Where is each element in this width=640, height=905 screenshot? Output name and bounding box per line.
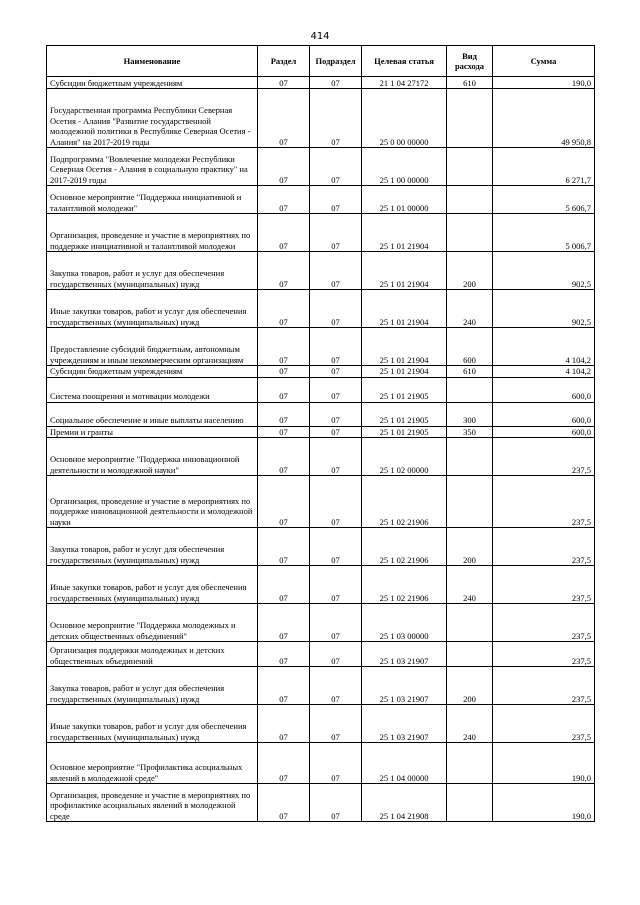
- cell-target-article: 25 1 04 21908: [362, 784, 447, 822]
- cell-target-article: 25 1 02 00000: [362, 438, 447, 476]
- cell-amount: 4 104,2: [493, 366, 595, 378]
- cell-section: 07: [258, 743, 310, 784]
- cell-subsection: 07: [310, 77, 362, 89]
- cell-name: Организация поддержки молодежных и детских общественных объединений: [47, 642, 258, 667]
- cell-expense-type: 300: [447, 402, 493, 426]
- page-number: 414: [310, 31, 330, 42]
- cell-section: 07: [258, 377, 310, 402]
- cell-name: Социальное обеспечение и иные выплаты населению: [47, 402, 258, 426]
- cell-amount: 237,5: [493, 438, 595, 476]
- header-target-article: Целевая статья: [362, 46, 447, 77]
- cell-section: 07: [258, 784, 310, 822]
- cell-expense-type: [447, 438, 493, 476]
- cell-amount: 4 104,2: [493, 328, 595, 366]
- header-amount: Сумма: [493, 46, 595, 77]
- cell-name: Основное мероприятие "Поддержка инновационной деятельности и молодежной науки": [47, 438, 258, 476]
- cell-section: 07: [258, 214, 310, 252]
- cell-target-article: 21 1 04 27172: [362, 77, 447, 89]
- cell-name: Основное мероприятие "Профилактика асоциальных явлений в молодежной среде": [47, 743, 258, 784]
- header-section: Раздел: [258, 46, 310, 77]
- table-row: [47, 426, 595, 438]
- cell-expense-type: [447, 642, 493, 667]
- cell-name: Иные закупки товаров, работ и услуг для обеспечения государственных (муниципальных) нужд: [47, 705, 258, 743]
- cell-subsection: 07: [310, 438, 362, 476]
- table-row: [47, 148, 595, 186]
- cell-name: Предоставление субсидий бюджетным, автономным учреждениям и иным некоммерческим организациям: [47, 328, 258, 366]
- table-row: [47, 366, 595, 378]
- table-row: [47, 328, 595, 366]
- cell-section: 07: [258, 528, 310, 566]
- table-row: [47, 89, 595, 148]
- cell-subsection: 07: [310, 214, 362, 252]
- table-row: [47, 705, 595, 743]
- cell-target-article: 25 1 00 00000: [362, 148, 447, 186]
- cell-expense-type: [447, 89, 493, 148]
- cell-subsection: 07: [310, 642, 362, 667]
- cell-subsection: 07: [310, 366, 362, 378]
- cell-subsection: 07: [310, 667, 362, 705]
- cell-amount: 6 271,7: [493, 148, 595, 186]
- cell-section: 07: [258, 148, 310, 186]
- table-row: [47, 667, 595, 705]
- cell-subsection: 07: [310, 402, 362, 426]
- table-row: [47, 77, 595, 89]
- cell-expense-type: [447, 743, 493, 784]
- cell-section: 07: [258, 705, 310, 743]
- cell-amount: 902,5: [493, 290, 595, 328]
- table-row: [47, 604, 595, 642]
- cell-amount: 237,5: [493, 528, 595, 566]
- cell-section: 07: [258, 77, 310, 89]
- cell-name: Организация, проведение и участие в мероприятиях по поддержке инновационной деятельности и молодежной науки: [47, 476, 258, 528]
- cell-section: 07: [258, 366, 310, 378]
- cell-section: 07: [258, 186, 310, 214]
- cell-target-article: 25 1 02 21906: [362, 566, 447, 604]
- cell-subsection: 07: [310, 290, 362, 328]
- cell-name: Организация, проведение и участие в мероприятиях по поддержке инициативной и талантливой молодежи: [47, 214, 258, 252]
- cell-amount: 190,0: [493, 784, 595, 822]
- cell-subsection: 07: [310, 528, 362, 566]
- cell-target-article: 25 1 01 21905: [362, 377, 447, 402]
- cell-target-article: 25 1 04 00000: [362, 743, 447, 784]
- cell-amount: 237,5: [493, 476, 595, 528]
- table-row: [47, 186, 595, 214]
- table-row: [47, 214, 595, 252]
- table-row: [47, 528, 595, 566]
- cell-amount: 600,0: [493, 426, 595, 438]
- cell-section: 07: [258, 89, 310, 148]
- cell-subsection: 07: [310, 705, 362, 743]
- table-row: [47, 784, 595, 822]
- cell-target-article: 25 0 00 00000: [362, 89, 447, 148]
- cell-name: Государственная программа Республики Северная Осетия - Алания "Развитие государственной молодежной политики в Республике Северная Осетия - Алания" на 2017-2019 годы: [47, 89, 258, 148]
- cell-name: Основное мероприятие "Поддержка молодежных и детских общественных объединений": [47, 604, 258, 642]
- table-row: [47, 252, 595, 290]
- cell-subsection: 07: [310, 426, 362, 438]
- cell-section: 07: [258, 328, 310, 366]
- cell-amount: 5 006,7: [493, 214, 595, 252]
- cell-section: 07: [258, 476, 310, 528]
- cell-name: Закупка товаров, работ и услуг для обеспечения государственных (муниципальных) нужд: [47, 528, 258, 566]
- cell-name: Закупка товаров, работ и услуг для обеспечения государственных (муниципальных) нужд: [47, 252, 258, 290]
- cell-amount: 237,5: [493, 642, 595, 667]
- cell-section: 07: [258, 438, 310, 476]
- cell-amount: 237,5: [493, 667, 595, 705]
- cell-target-article: 25 1 01 21904: [362, 252, 447, 290]
- cell-expense-type: 240: [447, 705, 493, 743]
- header-subsection: Подраздел: [310, 46, 362, 77]
- cell-name: Субсидии бюджетным учреждениям: [47, 77, 258, 89]
- cell-section: 07: [258, 667, 310, 705]
- table-row: [47, 402, 595, 426]
- cell-name: Закупка товаров, работ и услуг для обеспечения государственных (муниципальных) нужд: [47, 667, 258, 705]
- table-row: [47, 743, 595, 784]
- cell-target-article: 25 1 01 21904: [362, 328, 447, 366]
- cell-name: Подпрограмма "Вовлечение молодежи Республики Северная Осетия - Алания в социальную практику" на 2017-2019 годы: [47, 148, 258, 186]
- table-header-row: [47, 46, 595, 77]
- cell-expense-type: 200: [447, 252, 493, 290]
- cell-target-article: 25 1 03 00000: [362, 604, 447, 642]
- cell-target-article: 25 1 01 00000: [362, 186, 447, 214]
- cell-amount: 237,5: [493, 566, 595, 604]
- cell-amount: 5 606,7: [493, 186, 595, 214]
- cell-name: Иные закупки товаров, работ и услуг для обеспечения государственных (муниципальных) нужд: [47, 566, 258, 604]
- cell-section: 07: [258, 604, 310, 642]
- cell-subsection: 07: [310, 377, 362, 402]
- cell-expense-type: 200: [447, 528, 493, 566]
- cell-target-article: 25 1 03 21907: [362, 705, 447, 743]
- cell-expense-type: [447, 148, 493, 186]
- table-row: [47, 290, 595, 328]
- cell-target-article: 25 1 01 21905: [362, 426, 447, 438]
- cell-subsection: 07: [310, 476, 362, 528]
- cell-target-article: 25 1 01 21904: [362, 214, 447, 252]
- cell-target-article: 25 1 03 21907: [362, 667, 447, 705]
- cell-target-article: 25 1 03 21907: [362, 642, 447, 667]
- cell-expense-type: 610: [447, 366, 493, 378]
- cell-name: Иные закупки товаров, работ и услуг для обеспечения государственных (муниципальных) нужд: [47, 290, 258, 328]
- table-row: [47, 566, 595, 604]
- cell-expense-type: 350: [447, 426, 493, 438]
- cell-target-article: 25 1 02 21906: [362, 476, 447, 528]
- cell-expense-type: 600: [447, 328, 493, 366]
- cell-amount: 600,0: [493, 402, 595, 426]
- cell-target-article: 25 1 01 21904: [362, 366, 447, 378]
- table-row: [47, 642, 595, 667]
- cell-name: Организация, проведение и участие в мероприятиях по профилактике асоциальных явлений в молодежной среде: [47, 784, 258, 822]
- cell-subsection: 07: [310, 604, 362, 642]
- cell-expense-type: 240: [447, 290, 493, 328]
- cell-section: 07: [258, 642, 310, 667]
- cell-subsection: 07: [310, 186, 362, 214]
- cell-amount: 49 950,8: [493, 89, 595, 148]
- cell-name: Субсидии бюджетным учреждениям: [47, 366, 258, 378]
- cell-expense-type: [447, 377, 493, 402]
- cell-section: 07: [258, 426, 310, 438]
- cell-section: 07: [258, 566, 310, 604]
- cell-expense-type: [447, 186, 493, 214]
- cell-subsection: 07: [310, 328, 362, 366]
- cell-section: 07: [258, 252, 310, 290]
- cell-expense-type: 240: [447, 566, 493, 604]
- cell-expense-type: 610: [447, 77, 493, 89]
- budget-table: [46, 45, 595, 822]
- cell-section: 07: [258, 290, 310, 328]
- cell-name: Система поощрения и мотивации молодежи: [47, 377, 258, 402]
- cell-subsection: 07: [310, 89, 362, 148]
- cell-target-article: 25 1 01 21905: [362, 402, 447, 426]
- cell-subsection: 07: [310, 566, 362, 604]
- cell-subsection: 07: [310, 252, 362, 290]
- cell-name: Основное мероприятие "Поддержка инициативной и талантливой молодежи": [47, 186, 258, 214]
- cell-target-article: 25 1 02 21906: [362, 528, 447, 566]
- header-expense-type: Вид расхода: [447, 46, 493, 77]
- cell-expense-type: [447, 214, 493, 252]
- cell-name: Премии и гранты: [47, 426, 258, 438]
- cell-amount: 190,0: [493, 743, 595, 784]
- header-name: Наименование: [47, 46, 258, 77]
- cell-expense-type: [447, 784, 493, 822]
- cell-target-article: 25 1 01 21904: [362, 290, 447, 328]
- cell-expense-type: [447, 604, 493, 642]
- cell-expense-type: [447, 476, 493, 528]
- table-row: [47, 438, 595, 476]
- cell-amount: 190,0: [493, 77, 595, 89]
- cell-subsection: 07: [310, 743, 362, 784]
- cell-subsection: 07: [310, 148, 362, 186]
- cell-amount: 237,5: [493, 604, 595, 642]
- cell-subsection: 07: [310, 784, 362, 822]
- cell-section: 07: [258, 402, 310, 426]
- table-row: [47, 377, 595, 402]
- cell-amount: 902,5: [493, 252, 595, 290]
- cell-amount: 237,5: [493, 705, 595, 743]
- table-row: [47, 476, 595, 528]
- cell-amount: 600,0: [493, 377, 595, 402]
- cell-expense-type: 200: [447, 667, 493, 705]
